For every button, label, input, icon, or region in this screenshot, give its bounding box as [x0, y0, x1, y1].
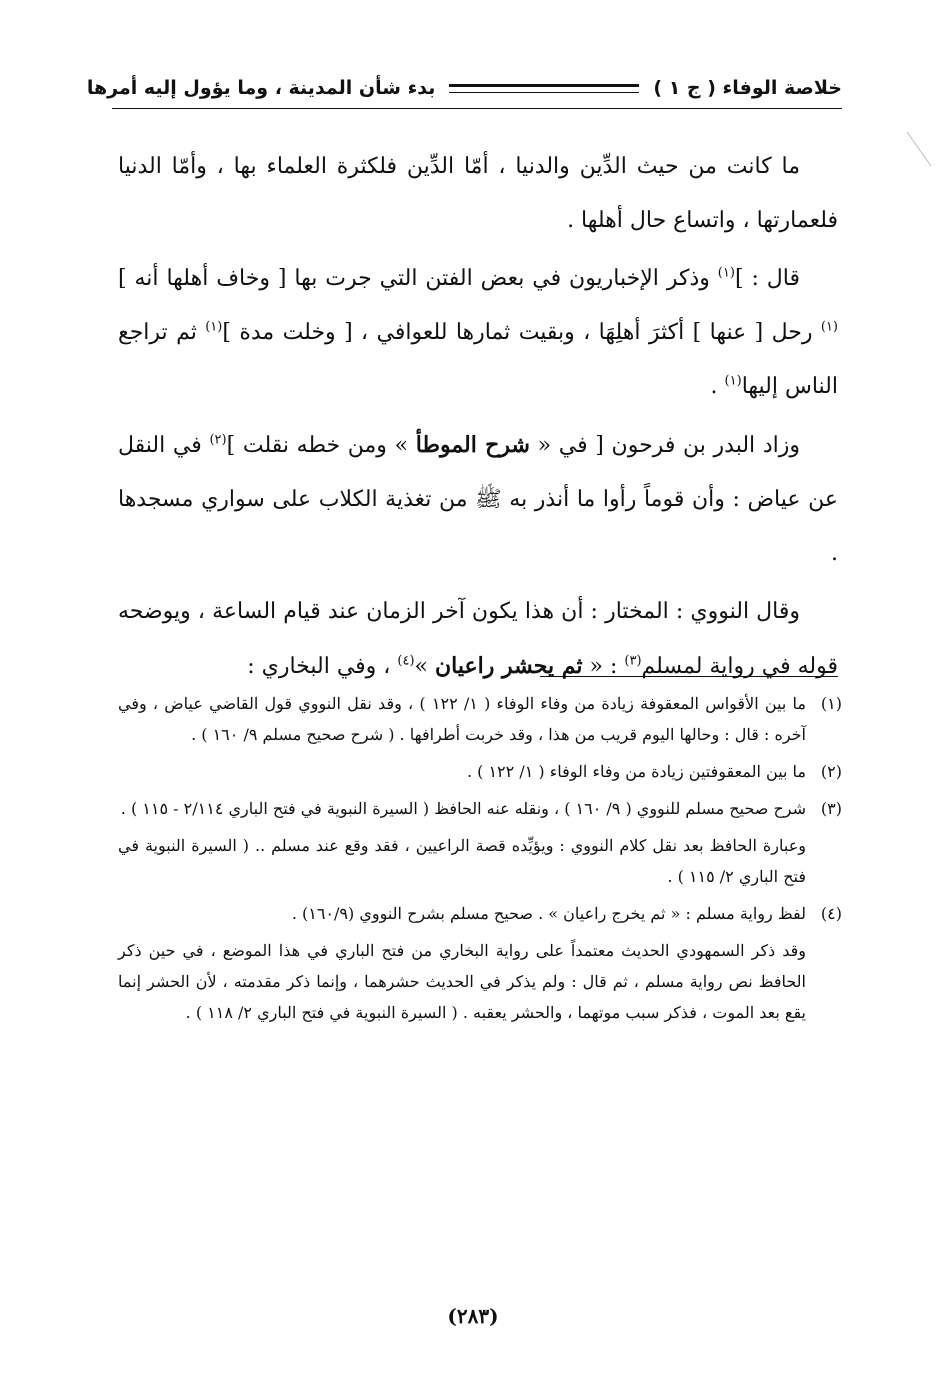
footnote-ref: (١): [205, 319, 223, 335]
text-run: وقال النووي : المختار : أن هذا يكون آخر الزمان عند قيام الساعة ، ويوضحه قوله في رواية لمسلم: [118, 599, 838, 679]
paragraph-3: [118, 418, 838, 581]
text-run: وزاد البدر بن فرحون [ في «: [529, 433, 801, 458]
header-chapter-title: بدء شأن المدينة ، وما يؤول إليه أمرها: [86, 77, 436, 99]
footnote-4-continuation: وقد ذكر السمهودي الحديث معتمداً على رواية البخاري من فتح الباري في هذا الموضع ، في حين ذكر الحافظ نص رواية مسلم ، ثم قال : ولم يذكر في الحديث حشرهما ، وإنما ذكر مقدمته ، لأن الحشر إنما يقع بعد الموت ، فذكر سبب موتهما ، والحشر يعقبه . ( السيرة النبوية في فتح الباري ٢/ ١١٨ ) .: [118, 941, 806, 1022]
running-header: [86, 70, 842, 106]
text-run: .: [710, 374, 725, 399]
footnote-separator: [540, 676, 838, 677]
footnote-2: [118, 756, 842, 787]
footnote-3: [118, 793, 842, 824]
text-run: ، وفي البخاري :: [247, 654, 398, 679]
text-run: قال : ]: [734, 266, 800, 291]
footnote-text: ما بين الأقواس المعقوفة زيادة من وفاء الوفاء ( ١/ ١٢٢ ) ، وقد نقل النووي قول القاضي عياض ، وفي آخره : قال : وحالها اليوم قريب من هذا ، وقد خربت أطرافها . ( شرح صحيح مسلم ٩/ ١٦٠ ) .: [118, 694, 806, 744]
paragraph-2: [118, 252, 838, 414]
paragraph-4: [118, 585, 838, 694]
text-run: » ومن خطه نقلت ]: [226, 433, 416, 458]
footnote-ref: (٣): [624, 653, 642, 669]
paragraph-1-line-2: فلعمارتها ، واتساع حال أهلها .: [567, 208, 838, 233]
footnote-number: (١): [820, 694, 842, 713]
text-run: في النقل عن عياض : وأن قوماً رأوا ما أنذر به ﷺ من تغذية الكلاب على سواري مسجدها .: [118, 433, 839, 566]
header-rule: [449, 84, 639, 93]
footnote-number: (٣): [820, 799, 842, 818]
footnote-number: (٢): [820, 762, 842, 781]
header-book-title: خلاصة الوفاء ( ج ١ ): [653, 77, 842, 99]
footnote-text: ما بين المعقوفتين زيادة من وفاء الوفاء ( ١/ ١٢٢ ) .: [466, 762, 806, 781]
text-run: وذكر الإخباريون في بعض الفتن التي جرت بها [ وخاف أهلها أنه ]: [118, 266, 718, 291]
paragraph-1-line-1: ما كانت من حيث الدِّين والدنيا ، أمّا الدِّين فلكثرة العلماء بها ، وأمّا الدنيا: [118, 154, 800, 179]
main-text: [118, 140, 838, 698]
page-number: (٢٨٣): [447, 1304, 499, 1328]
text-run: ثم تراجع الناس إليها: [118, 320, 838, 399]
scan-mark: [905, 130, 935, 170]
footnote-ref: (٤): [397, 653, 415, 669]
text-run: رحل [ عنها ] أكثرَ أهلِهَا ، وبقيت ثمارها للعوافي ، [ وخلت مدة ]: [222, 320, 821, 345]
footnote-ref: (٢): [209, 432, 227, 448]
book-title: شرح الموطأ: [415, 432, 530, 458]
footnote-text: لفظ رواية مسلم : « ثم يخرج راعيان » . صحيح مسلم بشرح النووي (١٦٠/٩) .: [291, 904, 806, 923]
footnote-number: (٤): [820, 904, 842, 923]
footnote-text: شرح صحيح مسلم للنووي ( ٩/ ١٦٠ ) ، ونقله عنه الحافظ ( السيرة النبوية في فتح الباري ٢/١١٤ - ١١٥ ) .: [120, 799, 806, 818]
footnote-ref: (١): [717, 265, 735, 281]
header-divider: [112, 108, 842, 109]
footnote-ref: (١): [724, 373, 742, 389]
text-run: »: [414, 654, 435, 679]
paragraph-1: [118, 140, 838, 248]
footnote-3-continuation: وعبارة الحافظ بعد نقل كلام النووي : ويؤيِّده قصة الراعيين ، فقد وقع عند مسلم .. ( السيرة النبوية في فتح الباري ٢/ ١١٥ ) .: [118, 836, 806, 886]
hadith-quote: ثم يحشر راعيان: [434, 653, 583, 679]
footnote-4: [118, 898, 842, 929]
footnote-ref: (١): [820, 319, 838, 335]
footnote-1: [118, 688, 842, 750]
text-run: : «: [582, 654, 625, 679]
footnotes: [118, 688, 842, 1034]
